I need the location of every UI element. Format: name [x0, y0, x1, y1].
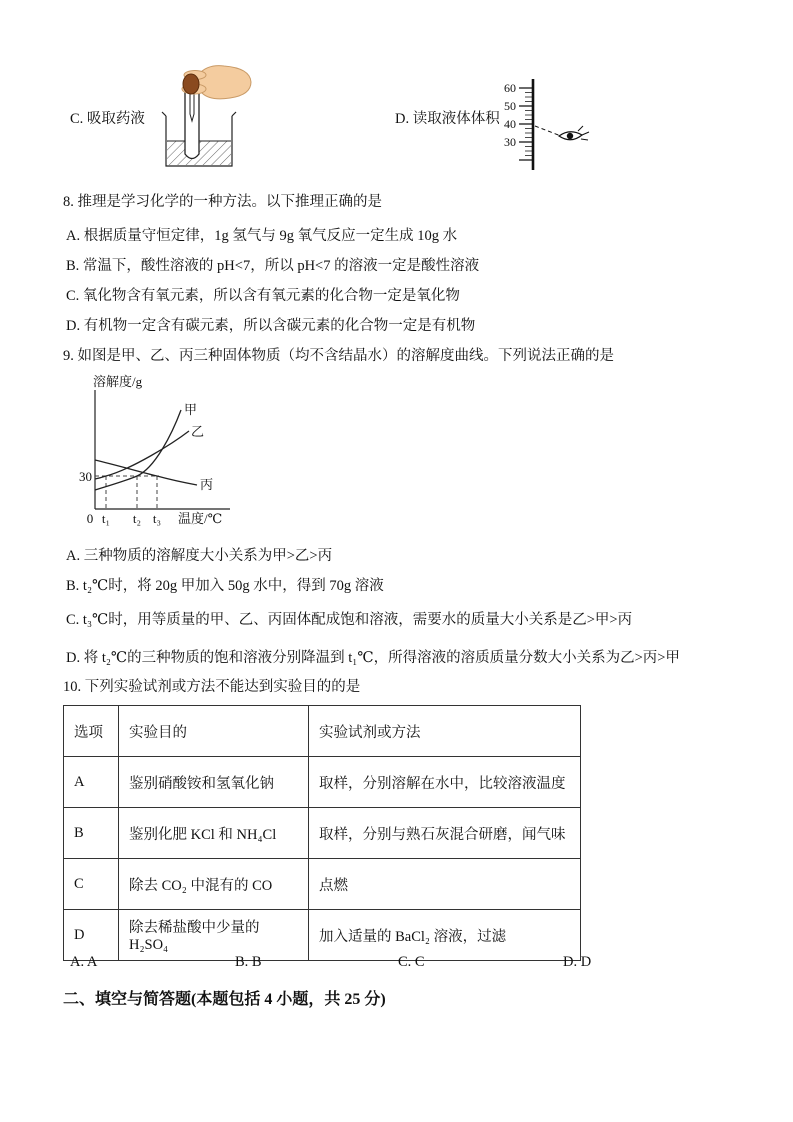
x-tick-t1: t₁	[101, 511, 111, 526]
dropper-bulb	[183, 74, 199, 94]
q9-option-d: D. 将 t₂℃的三种物质的饱和溶液分别降温到 t₁℃，所得溶液的溶质质量分数大小关系为乙>丙>甲	[66, 650, 680, 666]
dropper-figure	[136, 62, 258, 176]
x-tick-t2: t₂	[132, 511, 142, 526]
q9-option-c: C. t₃℃时，用等质量的甲、乙、丙固体配成饱和溶液，需要水的质量大小关系是乙>甲>丙	[66, 612, 633, 628]
solubility-chart	[60, 372, 255, 542]
header-option: 选项	[64, 706, 119, 757]
dropper-stem	[190, 94, 194, 121]
q8-option-b: B. 常温下，酸性溶液的 pH<7，所以 pH<7 的溶液一定是酸性溶液	[66, 258, 480, 274]
q10-table	[63, 705, 581, 961]
scale-60: 60	[504, 81, 516, 95]
eye-icon	[559, 126, 589, 140]
table-row-a	[64, 757, 581, 808]
label-yi: 乙	[191, 424, 205, 439]
scale-30: 30	[504, 135, 516, 149]
label-jia: 甲	[184, 402, 198, 417]
y-tick-30: 30	[79, 469, 92, 484]
answer-a: A. A	[70, 954, 98, 970]
q8-stem: 8. 推理是学习化学的一种方法。以下推理正确的是	[63, 194, 382, 210]
scale-50: 50	[504, 99, 516, 113]
q8-option-c: C. 氧化物含有氧元素，所以含有氧元素的化合物一定是氧化物	[66, 288, 460, 304]
beaker-lip-left	[162, 112, 166, 116]
cell-purpose-b: 鉴别化肥 KCl 和 NH₄Cl	[119, 808, 309, 859]
q9-option-a: A. 三种物质的溶解度大小关系为甲>乙>丙	[66, 548, 333, 564]
q10-stem: 10. 下列实验试剂或方法不能达到实验目的的是	[63, 679, 361, 695]
q9-stem: 9. 如图是甲、乙、丙三种固体物质（均不含结晶水）的溶解度曲线。下列说法正确的是	[63, 348, 614, 364]
hand	[198, 66, 251, 99]
x-tick-0: 0	[86, 511, 94, 526]
major-ticks	[519, 88, 533, 160]
cell-option-d: D	[64, 910, 119, 961]
section2-title: 二、填空与简答题(本题包括 4 小题，共 25 分)	[63, 991, 386, 1008]
figure-d-label: D. 读取液体体积	[395, 111, 500, 127]
table-row-b	[64, 808, 581, 859]
curve-jia	[95, 410, 181, 490]
answer-b: B. B	[235, 954, 262, 970]
table-header-row	[64, 706, 581, 757]
answer-c: C. C	[398, 954, 425, 970]
chart-xlabel: 温度/℃	[178, 511, 223, 526]
q8-option-d: D. 有机物一定含有碳元素，所以含碳元素的化合物一定是有机物	[66, 318, 476, 334]
sight-line	[535, 126, 561, 136]
cell-option-b: B	[64, 808, 119, 859]
cell-method-c: 点燃	[309, 859, 581, 910]
figure-c-label: C. 吸取药液	[70, 111, 145, 127]
scale-40: 40	[504, 117, 516, 131]
header-method: 实验试剂或方法	[309, 706, 581, 757]
cell-option-c: C	[64, 859, 119, 910]
cell-method-d: 加入适量的 BaCl₂ 溶液，过滤	[309, 910, 581, 961]
answer-d: D. D	[563, 954, 592, 970]
table-row-c	[64, 859, 581, 910]
cylinder-scale-figure	[495, 76, 610, 174]
x-tick-t3: t₃	[152, 511, 162, 526]
header-purpose: 实验目的	[119, 706, 309, 757]
cell-method-b: 取样，分别与熟石灰混合研磨，闻气味	[309, 808, 581, 859]
beaker-lip-right	[232, 112, 236, 116]
cell-purpose-d: 除去稀盐酸中少量的 H₂SO₄	[119, 910, 309, 961]
cell-method-a: 取样，分别溶解在水中，比较溶液温度	[309, 757, 581, 808]
q9-option-b: B. t₂℃时，将 20g 甲加入 50g 水中，得到 70g 溶液	[66, 578, 384, 594]
cell-purpose-c: 除去 CO₂ 中混有的 CO	[119, 859, 309, 910]
q8-option-a: A. 根据质量守恒定律，1g 氢气与 9g 氧气反应一定生成 10g 水	[66, 228, 458, 244]
table-row-d	[64, 910, 581, 961]
chart-ylabel: 溶解度/g	[93, 374, 143, 389]
label-bing: 丙	[200, 477, 214, 492]
cell-purpose-a: 鉴别硝酸铵和氢氧化钠	[119, 757, 309, 808]
cell-option-a: A	[64, 757, 119, 808]
curve-bing	[95, 460, 197, 485]
